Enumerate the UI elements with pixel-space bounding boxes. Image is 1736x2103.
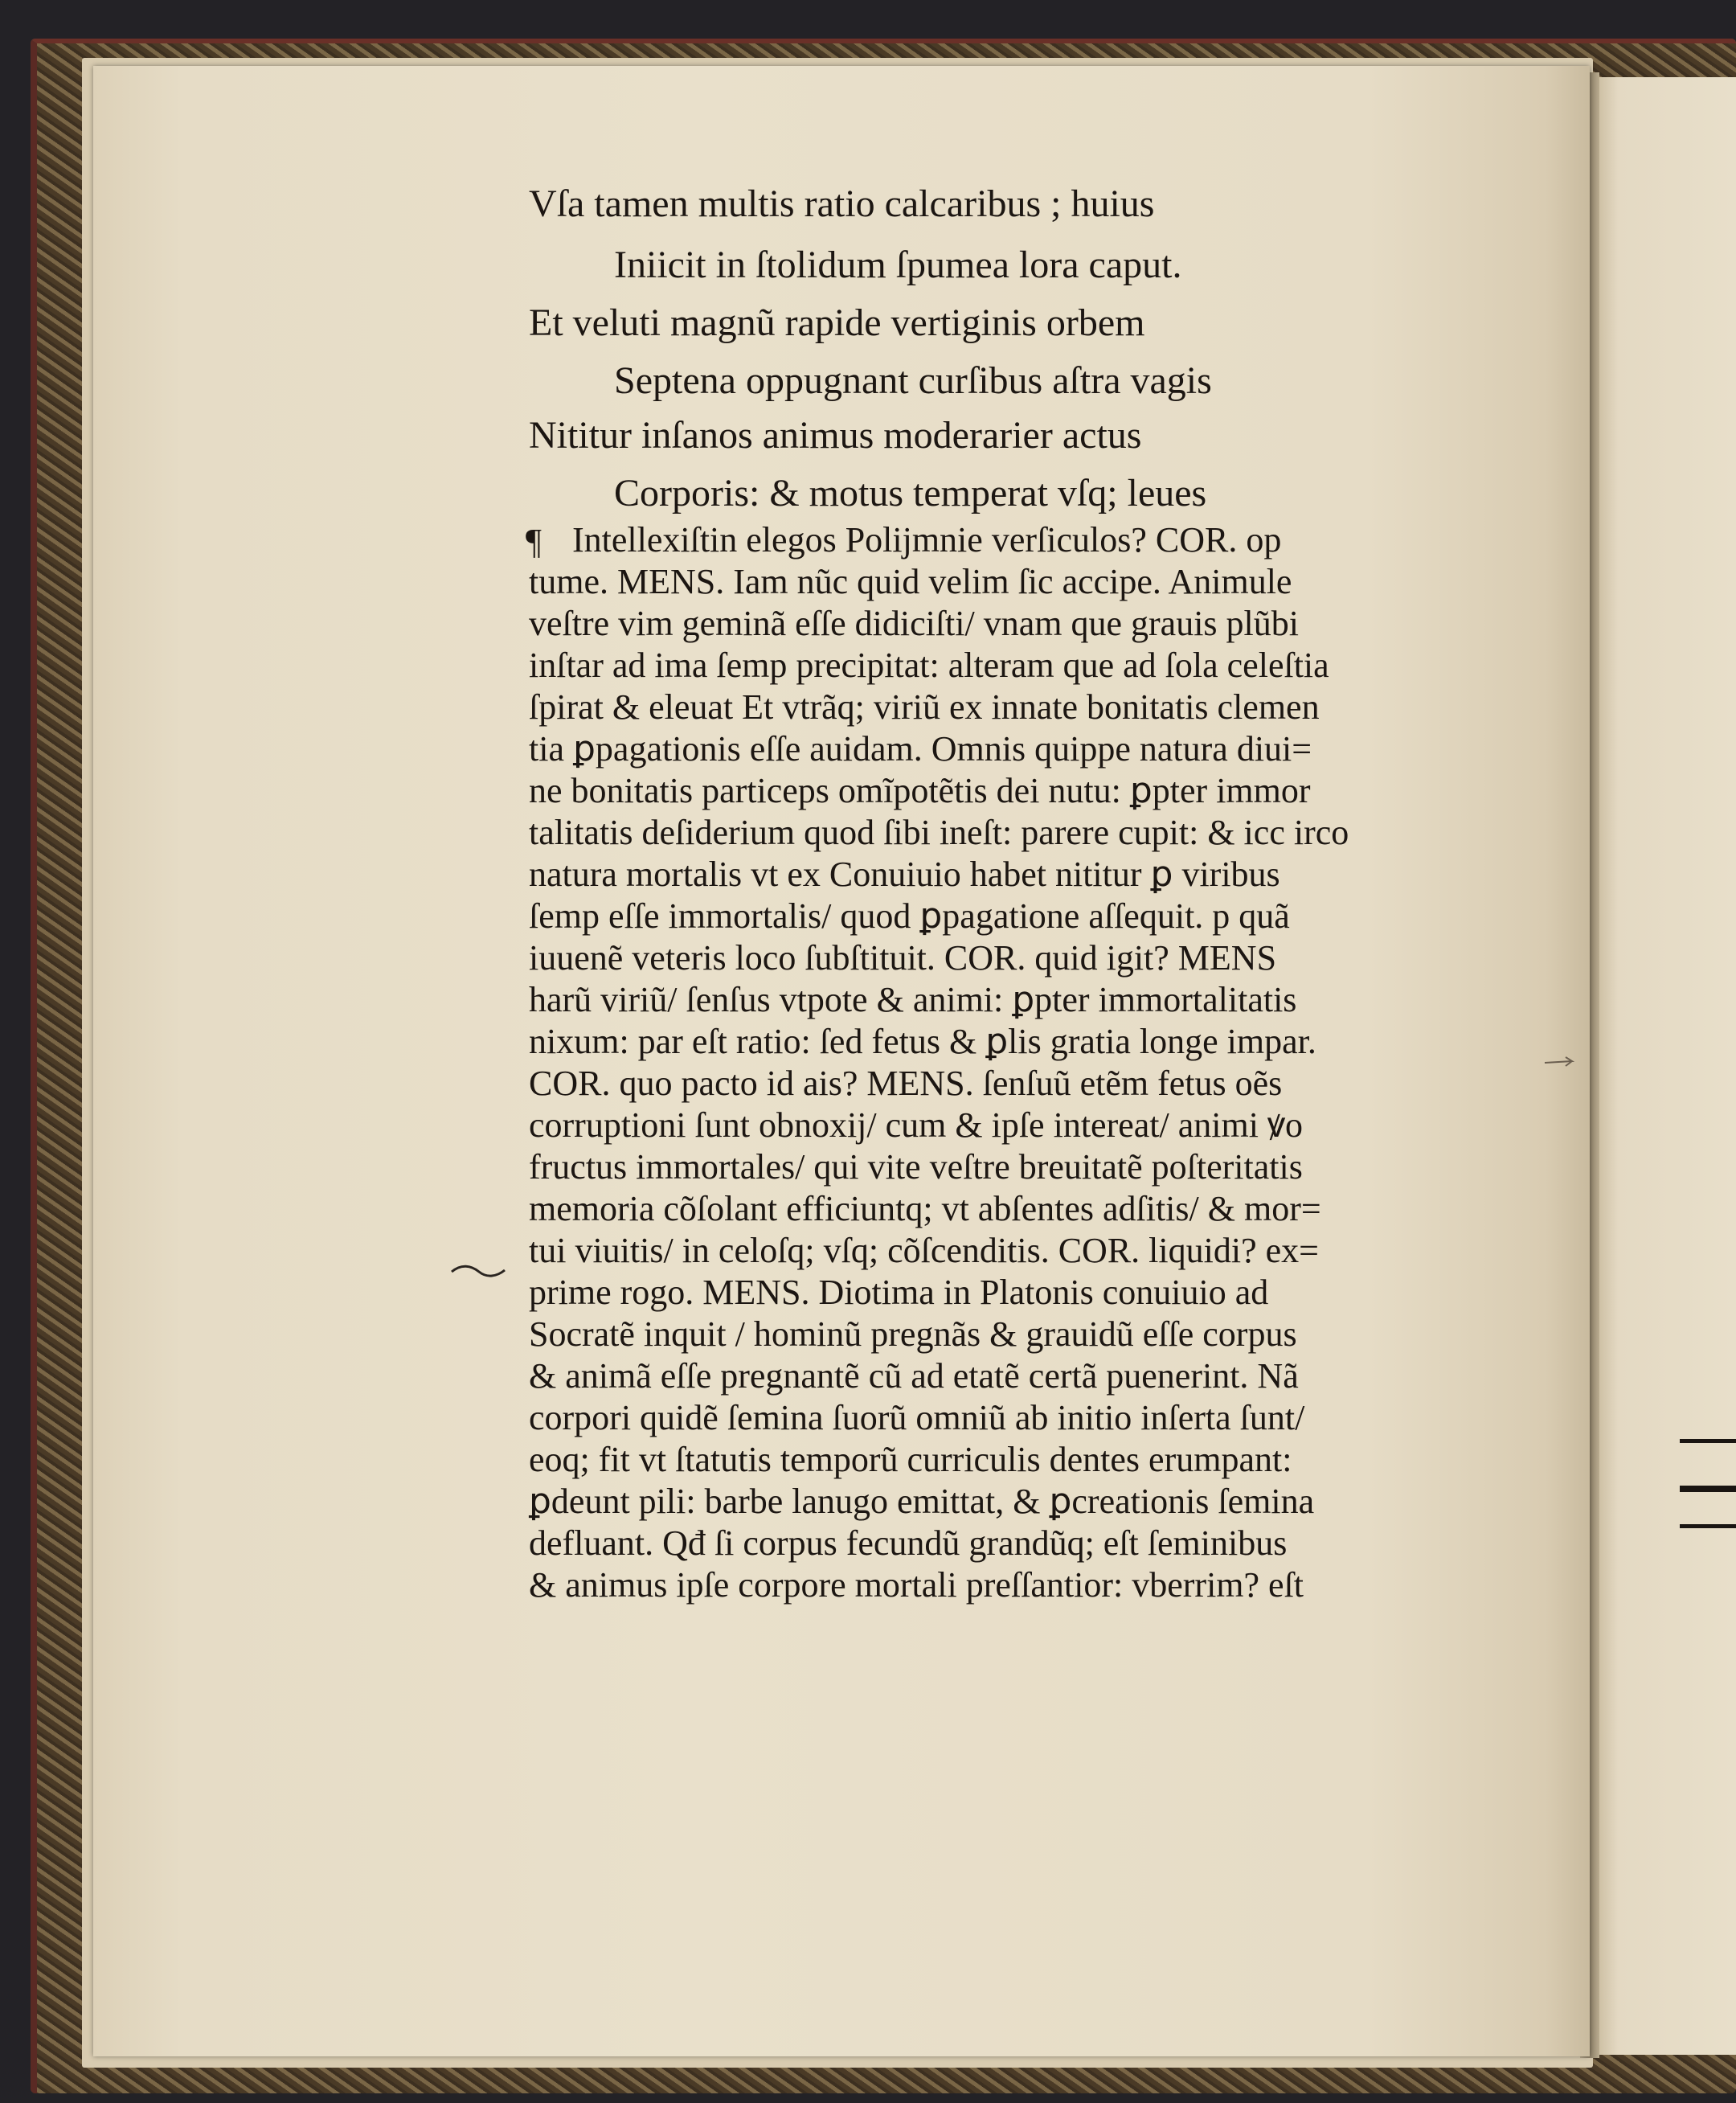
prose-line: & animus ipſe corpore mortali preſſantior: vberrim? eſt xyxy=(529,1565,1304,1605)
bleed-through-text xyxy=(1622,198,1632,245)
verse-line: Et veluti magnũ rapide vertiginis orbem xyxy=(529,301,1145,344)
verse-line: Corporis: & motus temperat vſq; leues xyxy=(614,472,1207,514)
prose-line: corpori quidẽ ſemina ſuorũ omniũ ab initio inſerta ſunt/ xyxy=(529,1398,1305,1437)
prose-line: Socratẽ inquit / hominũ pregnãs & grauidũ eſſe corpus xyxy=(529,1314,1297,1354)
prose-line: iuuenẽ veteris loco ſubſtituit. COR. quid igit? MENS xyxy=(529,938,1277,978)
prose-line: eoq; fit vt ſtatutis temporũ curriculis dentes erumpant: xyxy=(529,1440,1292,1479)
verse-line: Vſa tamen multis ratio calcaribus ; huius xyxy=(529,182,1155,225)
prose-line: tia ꝑpagationis eſſe auidam. Omnis quippe natura diui= xyxy=(529,729,1312,769)
margin-arrow-mark xyxy=(1543,1055,1575,1071)
prose-line: talitatis deſiderium quod ſibi ineſt: parere cupit: & icc irco xyxy=(529,813,1349,852)
prose-line: prime rogo. MENS. Diotima in Platonis conuiuio ad xyxy=(529,1273,1269,1312)
prose-line: & animã eſſe pregnantẽ cũ ad etatẽ certã puenerint. Nã xyxy=(529,1356,1299,1396)
ink-rule xyxy=(1680,1524,1736,1528)
prose-line: COR. quo pacto id ais? MENS. ſenſuũ etẽm fetus oẽs xyxy=(529,1064,1283,1103)
prose-line: natura mortalis vt ex Conuiuio habet nititur ꝑ viribus xyxy=(529,855,1280,894)
right-page-ink-marks xyxy=(1680,1423,1736,1552)
marginal-pen-mark xyxy=(450,1259,506,1283)
prose-line: tui viuitis/ in celoſq; vſq; cõſcenditis. COR. liquidi? ex= xyxy=(529,1231,1319,1270)
prose-line: Intellexiſtin elegos Polijmnie verſiculos? COR. op xyxy=(572,520,1282,560)
pilcrow-mark: ¶ xyxy=(526,522,542,561)
verse-line: Iniicit in ſtolidum ſpumea lora caput. xyxy=(614,244,1182,286)
prose-line: defluant. Qđ ſi corpus fecundũ grandũq; eſt ſeminibus xyxy=(529,1523,1288,1563)
prose-line: ne bonitatis particeps omĩpotẽtis dei nutu: ꝑpter immor xyxy=(529,771,1311,810)
right-facing-page xyxy=(1598,77,1736,2055)
ink-rule xyxy=(1680,1486,1736,1492)
prose-line: veſtre vim geminã eſſe didiciſti/ vnam que grauis plũbi xyxy=(529,604,1299,643)
prose-line: tume. MENS. Iam nũc quid velim ſic accipe. Animule xyxy=(529,562,1292,601)
prose-line: fructus immortales/ qui vite veſtre breuitatẽ poſteritatis xyxy=(529,1147,1303,1187)
ink-rule xyxy=(1680,1439,1736,1443)
prose-line: inſtar ad ima ſemp precipitat: alteram que ad ſola celeſtia xyxy=(529,646,1329,685)
prose-line: harũ viriũ/ ſenſus vtpote & animi: ꝑpter immortalitatis xyxy=(529,980,1297,1019)
prose-line: memoria cõſolant efficiuntq; vt abſentes adſitis/ & mor= xyxy=(529,1189,1321,1228)
prose-line: corruptioni ſunt obnoxij/ cum & ipſe intereat/ animi ꝟo xyxy=(529,1105,1304,1145)
verse-line: Septena oppugnant curſibus aſtra vagis xyxy=(614,359,1212,402)
prose-line: ſemp eſſe immortalis/ quod ꝑpagatione aſſequit. p quã xyxy=(529,896,1290,936)
prose-line: ſpirat & eleuat Et vtrãq; viriũ ex innate bonitatis clemen xyxy=(529,687,1320,727)
verse-line: Nititur inſanos animus moderarier actus xyxy=(529,414,1142,457)
prose-line: ꝑdeunt pili: barbe lanugo emittat, & ꝑcreationis ſemina xyxy=(529,1482,1315,1521)
prose-line: nixum: par eſt ratio: ſed fetus & ꝑlis gratia longe impar. xyxy=(529,1022,1316,1061)
